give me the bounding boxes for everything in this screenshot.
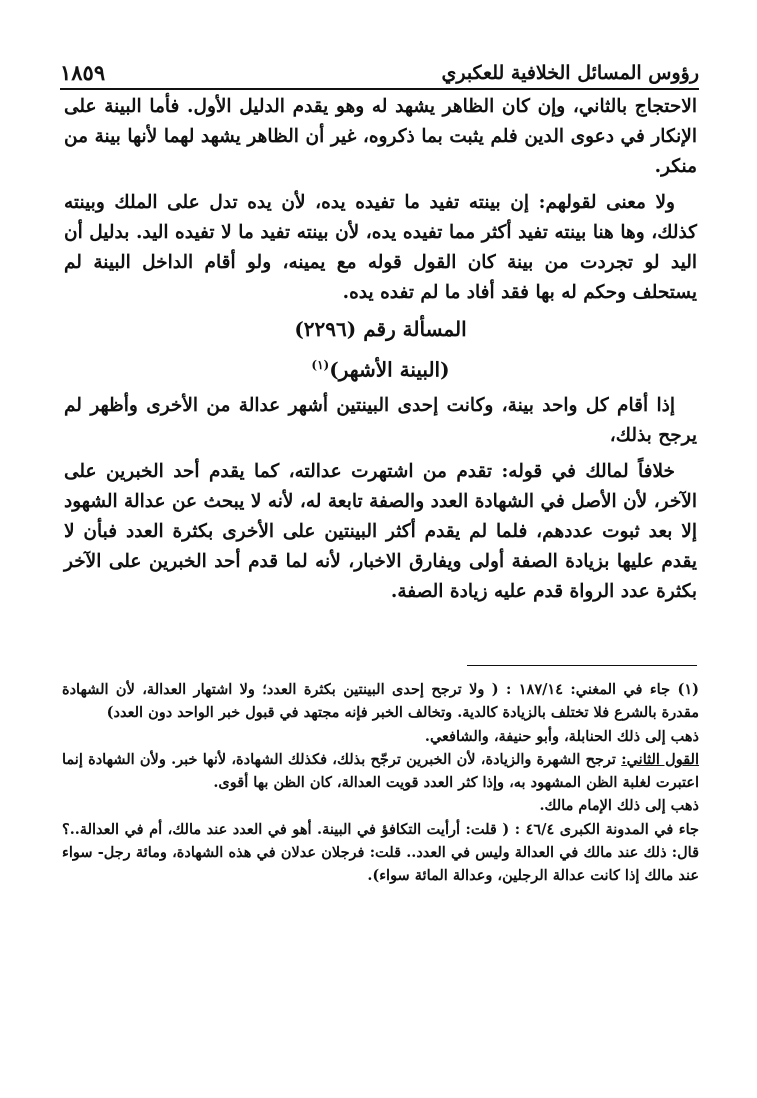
paragraph-3: إذا أقام كل واحد بينة، وكانت إحدى البينتين أشهر عدالة من الأخرى وأظهر لم يرجح بذلك،: [64, 394, 697, 446]
page-header: [60, 50, 699, 90]
footnote-ref: (١): [311, 358, 330, 372]
issue-title: (البينة الأشهر): [329, 357, 450, 382]
issue-number-heading: المسألة رقم (٢٢٩٦): [294, 317, 467, 341]
issue-title-heading: [64, 350, 697, 385]
footnote-1-mudawwana: جاء في المدونة الكبرى ٤٦/٤ : ( قلت: أرأيت التكافؤ في البينة. أهو في العدد عند مالك، أم في العدالة..؟ قال: ذلك عند مالك في العدالة وليس في العدد.. قلت: فرجلان عدلان في هذه الشهادة، ومائة رجل- سواء عند مالك إذا كانت عدالة الرجلين، وعدالة المائة سواء).: [62, 820, 699, 885]
footnote-1-quote: (١) جاء في المغني: ١٨٧/١٤ : ( ولا ترجح إحدى البينتين بكثرة العدد؛ ولا اشتهار العدالة، لأن الشهادة مقدرة بالشرع فلا تختلف بالزيادة كالدية. وتخالف الخبر فإنه مجتهد في قبول خبر الواحد دون العدد): [62, 681, 699, 722]
footnote-1-malik: ذهب إلى ذلك الإمام مالك.: [539, 797, 699, 815]
paragraph-2: ولا معنى لقولهم: إن بينته تفيد ما تفيده يده، لأن يده تدل على الملك وبينته كذلك، وها هنا بينته تفيد أكثر مما تفيده يده، لأن بينته تفيد ما لا تفيده اليد. بدليل أن اليد لو تجردت من بينة كان القول قوله مع يمينه، ولو أقام الداخل البينة لم يستحلف وحكم له بها فقد أفاد ما لم تفده يده.: [64, 192, 697, 303]
paragraph-4: خلافاً لمالك في قوله: تقدم من اشتهرت عدالته، كما يقدم أحد الخبرين على الآخر، لأن الأصل في الشهادة العدد والصفة تابعة له، لأنه لا يبحث عن عدالة الشهود إلا بعد ثبوت عددهم، فلما لم يقدم أكثر البينتين على الأخرى بكثرة العدد فبأن لا يقدم عليها بزيادة الصفة أولى ويفارق الاخبار، لأنه لما قدم أحد الخبرين على الآخر بكثرة عدد الرواة قدم عليه زيادة الصفة.: [64, 460, 697, 602]
footnote-1-opinion-two: [62, 748, 699, 795]
footnote-separator: [467, 665, 697, 666]
footnotes: [62, 678, 699, 888]
second-opinion-label: القول الثاني:: [621, 750, 699, 768]
second-opinion-text: ترجح الشهرة والزيادة، لأن الخبرين ترجّح بذلك، فكذلك الشهادة، لأنها خبر. ولأن الشهادة إنما اعتبرت لغلبة الظن المشهود به، وإذا كثر العدد قويت العدالة، كان الظن بها أقوى.: [62, 750, 699, 792]
page-number: ١٨٥٩: [60, 60, 106, 85]
footnote-1-opinion-one: ذهب إلى ذلك الحنابلة، وأبو حنيفة، والشافعي.: [424, 727, 699, 745]
main-text: [64, 92, 697, 613]
paragraph-1: الاحتجاج بالثاني، وإن كان الظاهر يشهد له وهو يقدم الدليل الأول. فأما البينة على الإنكار في دعوى الدين فلم يثبت بما ذكروه، غير أن الظاهر يشهد لهما لأنها بينة من منكر.: [64, 96, 697, 177]
running-title: رؤوس المسائل الخلافية للعكبري: [441, 62, 699, 84]
